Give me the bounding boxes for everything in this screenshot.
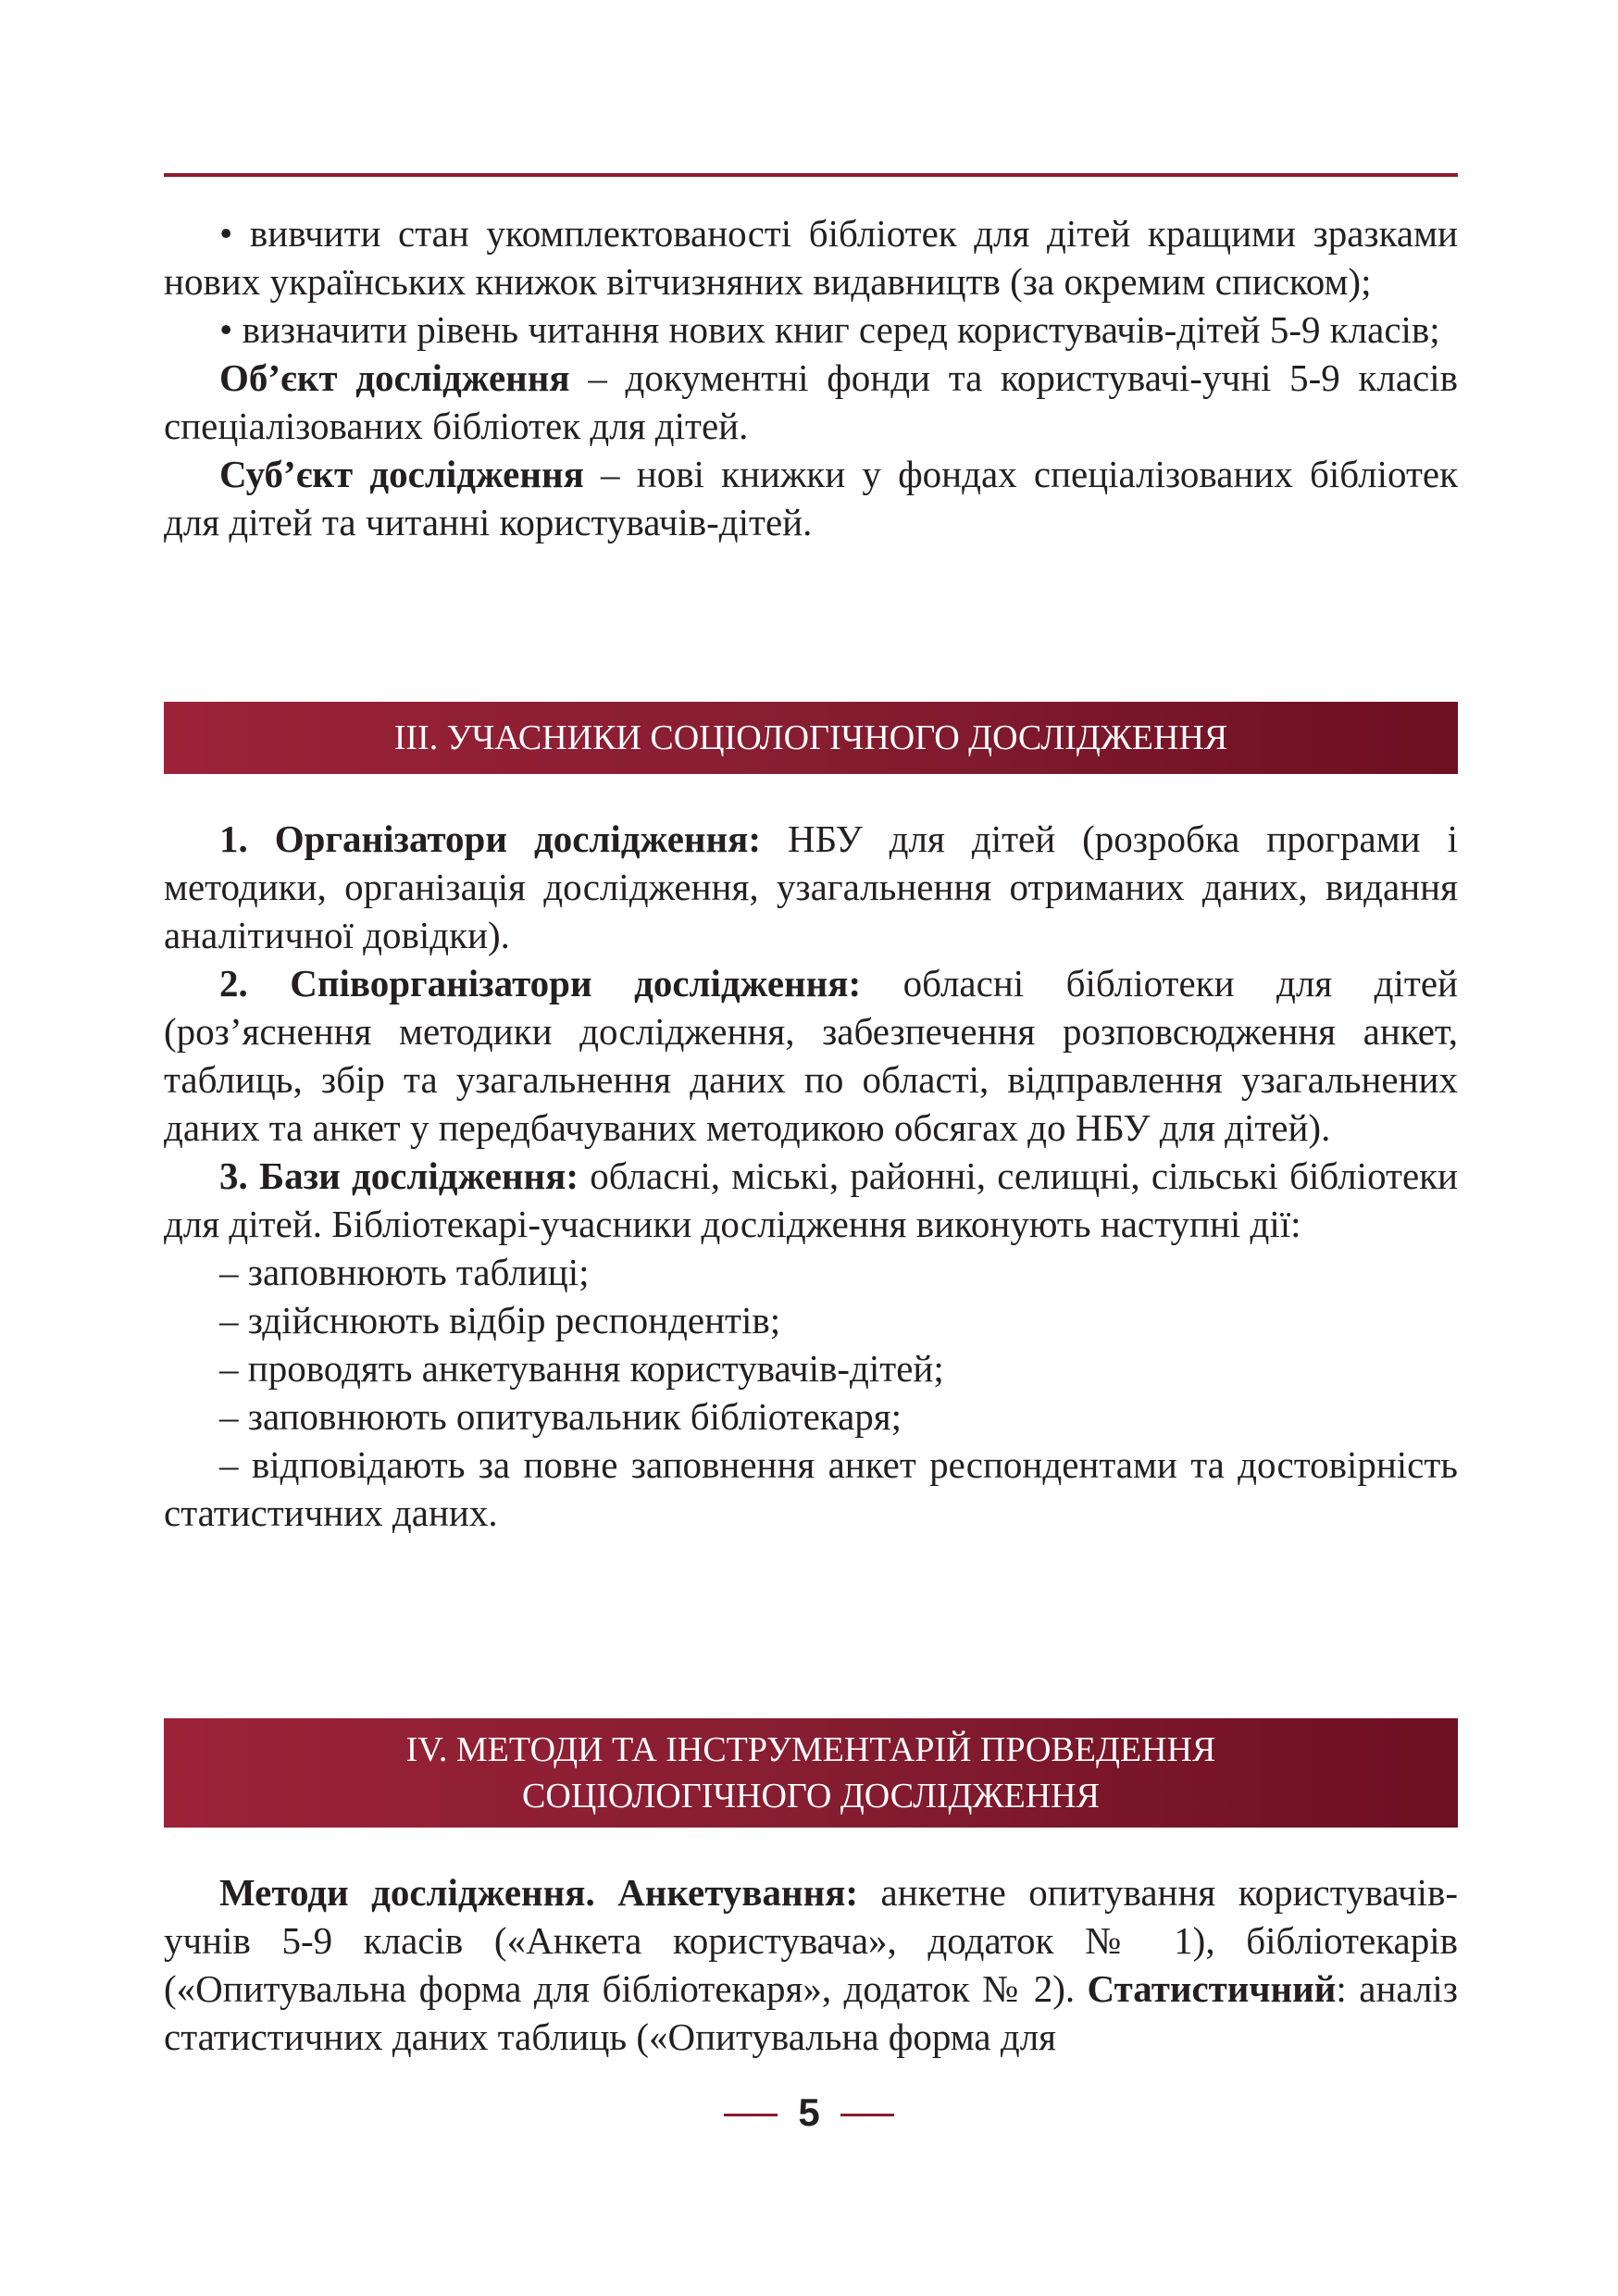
page-number-rule-right bbox=[840, 2114, 894, 2116]
methods-text: анкетне опитування користувачів-учнів 5-9 класів («Анкета користувача», додаток № 1), бібліотекарів («Опитувальна форма для бібліотекаря», додаток № 2). bbox=[164, 1871, 1458, 2010]
methods-label: Методи дослідження. Анкетування: bbox=[219, 1871, 859, 1914]
coorganizers-text: обласні бібліотеки для дітей (роз’яснення методики дослідження, забезпечення розповсюдження анкет, таблиць, збір та узагальнення даних по області, відправлення узагальнених даних та анкет у передбачуваних методикою обсягах до НБУ для дітей). bbox=[164, 962, 1458, 1149]
page-number-rule-left bbox=[724, 2114, 778, 2116]
top-text-block bbox=[164, 209, 1458, 546]
section-heading-methods bbox=[164, 1718, 1458, 1828]
bases-text: обласні, міські, районні, селищні, сільські бібліотеки для дітей. Бібліотекарі-учасники дослідження виконують наступні дії: bbox=[164, 1154, 1459, 1245]
organizers-paragraph bbox=[164, 815, 1458, 959]
top-rule bbox=[164, 173, 1458, 177]
bullet-paragraph: • визначити рівень читання нових книг серед користувачів-дітей 5-9 класів; bbox=[219, 308, 1440, 351]
object-paragraph bbox=[164, 354, 1458, 450]
subject-paragraph bbox=[164, 450, 1458, 546]
dash-item: – здійснюють відбір респондентів; bbox=[219, 1299, 781, 1341]
bases-paragraph bbox=[164, 1152, 1458, 1248]
organizers-text: НБУ для дітей (розробка програми і методики, організація дослідження, узагальнення отриманих даних, видання аналітичної довідки). bbox=[164, 817, 1458, 956]
participants-text-block bbox=[164, 815, 1458, 1537]
bases-label: 3. Бази дослідження: bbox=[219, 1154, 579, 1197]
coorganizers-label: 2. Співорганізатори дослідження: bbox=[219, 962, 862, 1004]
object-label: Об’єкт дослідження bbox=[219, 356, 570, 399]
coorganizers-paragraph bbox=[164, 959, 1458, 1152]
section-heading-participants bbox=[164, 702, 1458, 774]
subject-label: Суб’єкт дослідження bbox=[219, 453, 584, 495]
section-heading-text: III. УЧАСНИКИ СОЦІОЛОГІЧНОГО ДОСЛІДЖЕННЯ bbox=[393, 718, 1228, 757]
methods-paragraph bbox=[164, 1868, 1458, 2061]
dash-item: – заповнюють опитувальник бібліотекаря; bbox=[219, 1395, 902, 1438]
statistical-text: : аналіз статистичних даних таблиць («Опитувальна форма для bbox=[164, 1967, 1458, 2058]
section-heading-line2: СОЦІОЛОГІЧНОГО ДОСЛІДЖЕННЯ bbox=[522, 1777, 1100, 1816]
subject-text: – нові книжки у фондах спеціалізованих бібліотек для дітей та читанні користувачів-дітей. bbox=[164, 453, 1458, 543]
object-text: – документні фонди та користувачі-учні 5-9 класів спеціалізованих бібліотек для дітей. bbox=[164, 356, 1458, 447]
page-number bbox=[0, 2090, 1618, 2135]
methods-text-block bbox=[164, 1868, 1458, 2061]
bullet-paragraph: • вивчити стан укомплектованості бібліотек для дітей кращими зразками нових українських книжок вітчизняних видавництв (за окремим списком); bbox=[164, 212, 1458, 303]
organizers-label: 1. Організатори дослідження: bbox=[219, 817, 761, 860]
dash-item: – відповідають за повне заповнення анкет респондентами та достовірність статистичних даних. bbox=[164, 1443, 1458, 1534]
dash-item: – проводять анкетування користувачів-дітей; bbox=[219, 1347, 944, 1390]
page-number-value: 5 bbox=[798, 2090, 820, 2134]
section-heading-line1: IV. МЕТОДИ ТА ІНСТРУМЕНТАРІЙ ПРОВЕДЕННЯ bbox=[405, 1730, 1216, 1769]
statistical-label: Статистичний bbox=[1087, 1967, 1337, 2010]
dash-item: – заповнюють таблиці; bbox=[219, 1251, 590, 1293]
